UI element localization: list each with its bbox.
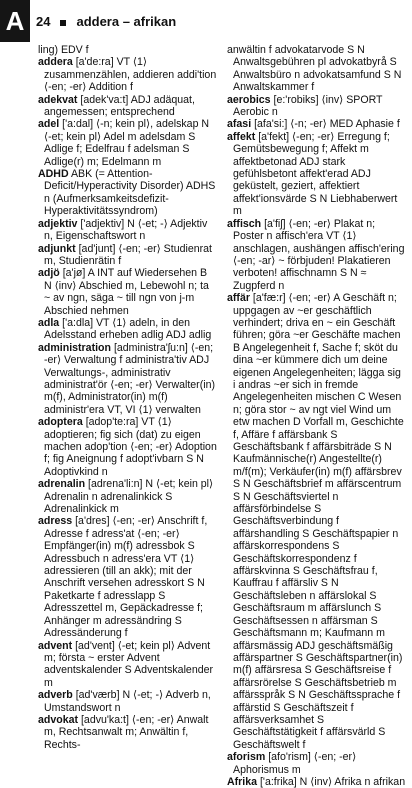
entry-text: [e:'robiks] ⟨inv⟩ SPORT Aerobic n: [233, 93, 383, 119]
headword: adrenalin: [38, 478, 86, 491]
headword: adverb: [38, 689, 73, 702]
headword: administration: [38, 341, 111, 354]
entry-text: [afa'si:] ⟨-n; -er⟩ MED Aphasie f: [251, 118, 400, 131]
headword: addera: [38, 56, 73, 69]
entry-text: [a'de:ra] VT ⟨1⟩ zusammenzählen, addieren addi'tion ⟨-en; -er⟩ Addition f: [44, 56, 217, 94]
dictionary-entry: [38, 94, 217, 119]
headword: Afrika: [227, 775, 258, 788]
left-column: [38, 44, 217, 751]
headword: aforism: [227, 751, 266, 764]
entry-text: [ad'junt] ⟨-en; -er⟩ Studienrat m, Studienrätin f: [44, 242, 212, 267]
entry-text: ling) EDV f: [38, 44, 89, 56]
dictionary-entry: [38, 267, 217, 317]
entry-text: [a'fekt] ⟨-en; -er⟩ Erregung f; Gemütsbewegung f; Affekt m affektbetonad ADJ stark gefühlsbetont affekt'erad ADJ geküstelt, geziert, affektiert affekt'ionsvärde S N Liebhaberwert m: [233, 130, 398, 218]
headword: adjö: [38, 267, 60, 280]
entry-text: ['a:frika] N ⟨inv⟩ Afrika n afrikan: [257, 775, 406, 788]
dictionary-entry: [227, 776, 406, 788]
headword: adjunkt: [38, 242, 76, 255]
dictionary-entry: [38, 218, 217, 243]
dictionary-entry: [227, 218, 406, 292]
entry-text: [ad'vent] ⟨-et; kein pl⟩ Advent m; första ~ erster Advent adventskalender S Adventskalender m: [44, 639, 214, 689]
entry-text: [a'jø] A INT auf Wiedersehen B N ⟨inv⟩ Abschied m, Lebewohl n; ta ~ av ngn, säga ~ till ngn von j-m Abschied nehmen: [44, 267, 209, 317]
headword: afasi: [227, 118, 252, 131]
entry-text: [a'fiʃ] ⟨-en; -er⟩ Plakat n; Poster n affisch'era VT ⟨1⟩ anschlagen, aushängen affisch'ering ⟨-en; -ar⟩ ~ förbjuden! Plakatieren verboten! affischnamn S N ≈ Zugpferd n: [233, 217, 405, 292]
dictionary-entry: [38, 56, 217, 93]
entry-text: [a'fæ:r] ⟨-en; -er⟩ A Geschäft n; uppgagen av ~er geschäftlich verhindert; driva en ~ ein Geschäft führen; göra ~er Geschäfte machen B Angelegenheit f, Sache f; sköt du dina ~er kümmere dich um deine eigenen Angelegenheiten; lägga sig i andras ~er sich in fremde Angelegenheiten mischen C Wesen n; göra stor ~ av ngt viel Wind um etw machen D Vorfall m, Geschichte f, Affäre f affärsbank S Geschäftsbank f affärsbiträde S N Kaufmännische(r) Angestellte(r) m/f(m); Verkäufer(in) m(f) affärsbrev S N Geschäftsbrief m affärscentrum S N Geschäftsviertel n affärsförbindelse S Geschäftsverbindung f affärshandling S Geschäftspapier n affärskorrespondens S Geschäftskorrespondenz f affärskvinna S Geschäftsfrau f, Kauffrau f affärsliv S N Geschäftsleben n affärslokal S Geschäftsraum m affärslunch S Geschäftsessen n affärsman S Geschäftsmann m; Kaufmann m affärsmässig ADJ geschäftsmäßig affärspartner S Geschäftspartner(in) m(f) affärsresa S Geschäftsreise f affärsrörelse S Geschäftsbetrieb m affärsspråk S N Geschäftssprache f affärstid S Geschäftszeit f affärsverksamhet S Geschäftstätigkeit f affärsvärld S Geschäftswelt f: [233, 292, 404, 751]
dictionary-entry: [38, 168, 217, 218]
headword: aerobics: [227, 93, 271, 106]
dictionary-entry: [38, 478, 217, 515]
entry-text: [a'dres] ⟨-en; -er⟩ Anschrift f, Adresse f adress'at ⟨-en; -er⟩ Empfänger(in) m(f) adressbok S Adressbuch n adress'era VT ⟨1⟩ adressieren (till an akk); mit der Anschrift versehen adresskort S N Paketkarte f adresslapp S Adresszettel m, Gepäckadresse f; Anhänger m adressändring S Adressänderung f: [44, 515, 208, 640]
dictionary-entry: [227, 131, 406, 218]
dictionary-entry: [38, 118, 217, 168]
headword: adel: [38, 118, 60, 131]
dictionary-entry: [227, 44, 406, 94]
dictionary-entry: [38, 342, 217, 416]
entry-text: [adrena'li:n] N ⟨-et; kein pl⟩ Adrenalin n adrenalinkick S Adrenalinkick m: [44, 478, 214, 516]
letter-tab: A: [0, 0, 30, 42]
dictionary-entry: [38, 640, 217, 690]
dictionary-entry: [227, 292, 406, 751]
dictionary-columns: [38, 44, 406, 788]
dictionary-entry: [38, 689, 217, 714]
dictionary-entry: [38, 515, 217, 639]
entry-text: [ad'værb] N ⟨-et; -⟩ Adverb n, Umstandswort n: [44, 689, 211, 714]
dictionary-entry: [38, 243, 217, 268]
headword: advent: [38, 639, 73, 652]
entry-text: ABK (= Attention-Deficit/Hyperactivity Disorder) ADHS n (Aufmerksamkeitsdefizit-Hyperaktivitätssyndrom): [44, 168, 216, 218]
entry-text: [adek'va:t] ADJ adäquat, angemessen; entsprechend: [44, 93, 195, 119]
headword: ADHD: [38, 168, 69, 181]
running-head: addera – afrikan: [76, 14, 177, 29]
headword: affisch: [227, 217, 262, 230]
entry-text: anwältin f advokatarvode S N Anwaltsgebühren pl advokatbyrå S Anwaltsbüro n advokatsamfund S N Anwaltskammer f: [227, 44, 402, 94]
dictionary-entry: [227, 751, 406, 776]
headword: advokat: [38, 713, 79, 726]
headword: adoptera: [38, 416, 83, 429]
right-column: [227, 44, 406, 788]
entry-text: ['a:dal] ⟨-n; kein pl⟩, adelskap N ⟨-et; kein pl⟩ Adel m adelsdam S Adlige f; Edelfrau f adelsman S Adlige(r) m; Edelmann m: [44, 118, 210, 168]
dictionary-entry: [227, 118, 406, 130]
entry-text: [administra'ʃu:n] ⟨-en; -er⟩ Verwaltung f administra'tiv ADJ Verwaltungs-, administrativ administrat'ör ⟨-en; -er⟩ Verwalter(in) m(f), Administrator(in) m(f) administr'era VT, VI ⟨1⟩ verwalten: [44, 341, 216, 416]
page-number: 24: [36, 14, 51, 29]
page-header: [36, 14, 404, 32]
dictionary-entry: [38, 44, 217, 56]
separator-square-icon: [60, 20, 66, 26]
headword: adress: [38, 515, 73, 528]
dictionary-entry: [38, 714, 217, 751]
entry-text: ['a:dla] VT ⟨1⟩ adeln, in den Adelsstand erheben adlig ADJ adlig: [44, 316, 212, 342]
headword: adjektiv: [38, 217, 78, 230]
dictionary-entry: [38, 416, 217, 478]
entry-text: [afo'rism] ⟨-en; -er⟩ Aphorismus m: [233, 751, 357, 776]
dictionary-entry: [227, 94, 406, 119]
dictionary-entry: [38, 317, 217, 342]
entry-text: ['adjektiv] N ⟨-et; -⟩ Adjektiv n, Eigenschaftswort n: [44, 217, 208, 243]
headword: affekt: [227, 130, 256, 143]
entry-text: [advu'ka:t] ⟨-en; -er⟩ Anwalt m, Rechtsanwalt m; Anwältin f, Rechts-: [44, 713, 209, 751]
entry-text: [adop'te:ra] VT ⟨1⟩ adoptieren; fig sich (dat) zu eigen machen adop'tion ⟨-en; -er⟩ Adoption f; fig Aneignung f adopt'ivbarn S N Adoptivkind n: [44, 416, 217, 478]
headword: affär: [227, 292, 250, 305]
headword: adekvat: [38, 93, 78, 106]
headword: adla: [38, 316, 60, 329]
